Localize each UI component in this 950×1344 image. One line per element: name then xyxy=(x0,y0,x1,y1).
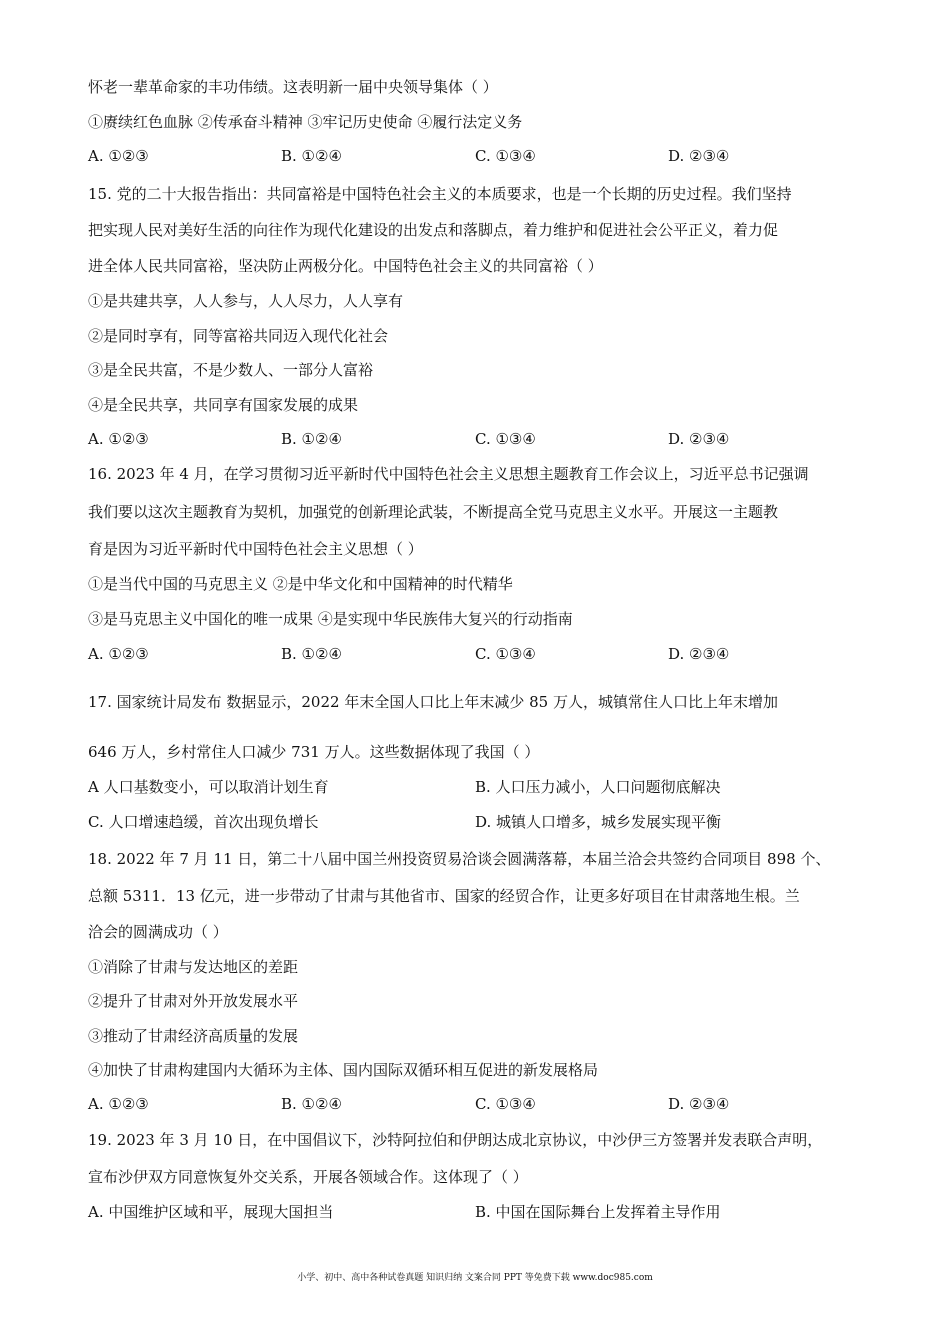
q18-statement: ③推动了甘肃经济高质量的发展 xyxy=(88,1027,299,1045)
q15-stem-line: 进全体人民共同富裕，坚决防止两极分化。中国特色社会主义的共同富裕（ ） xyxy=(88,257,603,275)
q14-statements: ①赓续红色血脉 ②传承奋斗精神 ③牢记历史使命 ④履行法定义务 xyxy=(88,113,523,131)
q19-option-a: A. 中国维护区域和平，展现大国担当 xyxy=(88,1203,334,1221)
q15-option-b: B. ①②④ xyxy=(281,430,342,448)
q16-stem-line: 我们要以这次主题教育为契机，加强党的创新理论武装，不断提高全党马克思主义水平。开展这一主题教 xyxy=(88,503,779,521)
q16-statement: ③是马克思主义中国化的唯一成果 ④是实现中华民族伟大复兴的行动指南 xyxy=(88,610,573,628)
q17-option-d: D. 城镇人口增多，城乡发展实现平衡 xyxy=(475,813,722,831)
q16-statement: ①是当代中国的马克思主义 ②是中华文化和中国精神的时代精华 xyxy=(88,575,513,593)
q16-option-b: B. ①②④ xyxy=(281,645,342,663)
q16-option-a: A. ①②③ xyxy=(88,645,149,663)
q14-option-a: A. ①②③ xyxy=(88,147,149,165)
q18-option-b: B. ①②④ xyxy=(281,1095,342,1113)
q18-statement: ①消除了甘肃与发达地区的差距 xyxy=(88,958,299,976)
q18-option-d: D. ②③④ xyxy=(668,1095,730,1113)
q14-option-c: C. ①③④ xyxy=(475,147,536,165)
q15-stem-line: 15. 党的二十大报告指出：共同富裕是中国特色社会主义的本质要求，也是一个长期的历史过程。我们坚持 xyxy=(88,185,792,203)
q15-option-a: A. ①②③ xyxy=(88,430,149,448)
q15-statement: ①是共建共享，人人参与，人人尽力，人人享有 xyxy=(88,292,404,310)
q18-statement: ④加快了甘肃构建国内大循环为主体、国内国际双循环相互促进的新发展格局 xyxy=(88,1061,599,1079)
q17-stem-line: 17. 国家统计局发布 数据显示，2022 年末全国人口比上年末减少 85 万人，城镇常住人口比上年末增加 xyxy=(88,693,778,711)
q18-stem-line: 洽会的圆满成功（ ） xyxy=(88,923,228,941)
q14-option-d: D. ②③④ xyxy=(668,147,730,165)
q17-option-a: A 人口基数变小，可以取消计划生育 xyxy=(88,778,329,796)
q17-stem-line: 646 万人，乡村常住人口减少 731 万人。这些数据体现了我国（ ） xyxy=(88,743,540,761)
q19-stem-line: 宣布沙伊双方同意恢复外交关系，开展各领域合作。这体现了（ ） xyxy=(88,1168,528,1186)
page-footer: 小学、初中、高中各种试卷真题 知识归纳 文案合同 PPT 等免费下载 www.doc985.com xyxy=(297,1273,653,1283)
q15-option-c: C. ①③④ xyxy=(475,430,536,448)
q15-statement: ②是同时享有，同等富裕共同迈入现代化社会 xyxy=(88,327,389,345)
q16-option-d: D. ②③④ xyxy=(668,645,730,663)
q14-stem: 怀老一辈革命家的丰功伟绩。这表明新一届中央领导集体（ ） xyxy=(88,78,498,96)
q16-stem-line: 16. 2023 年 4 月，在学习贯彻习近平新时代中国特色社会主义思想主题教育工作会议上，习近平总书记强调 xyxy=(88,465,809,483)
q18-statement: ②提升了甘肃对外开放发展水平 xyxy=(88,992,299,1010)
q16-stem-line: 育是因为习近平新时代中国特色社会主义思想（ ） xyxy=(88,540,423,558)
q18-stem-line: 18. 2022 年 7 月 11 日，第二十八届中国兰州投资贸易洽谈会圆满落幕，本届兰洽会共签约合同项目 898 个、 xyxy=(88,850,831,868)
q18-stem-line: 总额 5311．13 亿元，进一步带动了甘肃与其他省市、国家的经贸合作，让更多好项目在甘肃落地生根。兰 xyxy=(88,887,800,905)
q18-option-c: C. ①③④ xyxy=(475,1095,536,1113)
q19-stem-line: 19. 2023 年 3 月 10 日，在中国倡议下，沙特阿拉伯和伊朗达成北京协议，中沙伊三方签署并发表联合声明， xyxy=(88,1131,823,1149)
q15-statement: ③是全民共富，不是少数人、一部分人富裕 xyxy=(88,361,374,379)
q18-option-a: A. ①②③ xyxy=(88,1095,149,1113)
q15-option-d: D. ②③④ xyxy=(668,430,730,448)
q17-option-c: C. 人口增速趋缓，首次出现负增长 xyxy=(88,813,319,831)
q15-statement: ④是全民共享，共同享有国家发展的成果 xyxy=(88,396,359,414)
q19-option-b: B. 中国在国际舞台上发挥着主导作用 xyxy=(475,1203,721,1221)
q16-option-c: C. ①③④ xyxy=(475,645,536,663)
q15-stem-line: 把实现人民对美好生活的向往作为现代化建设的出发点和落脚点，着力维护和促进社会公平正义，着力促 xyxy=(88,221,779,239)
q17-option-b: B. 人口压力减小，人口问题彻底解决 xyxy=(475,778,721,796)
q14-option-b: B. ①②④ xyxy=(281,147,342,165)
